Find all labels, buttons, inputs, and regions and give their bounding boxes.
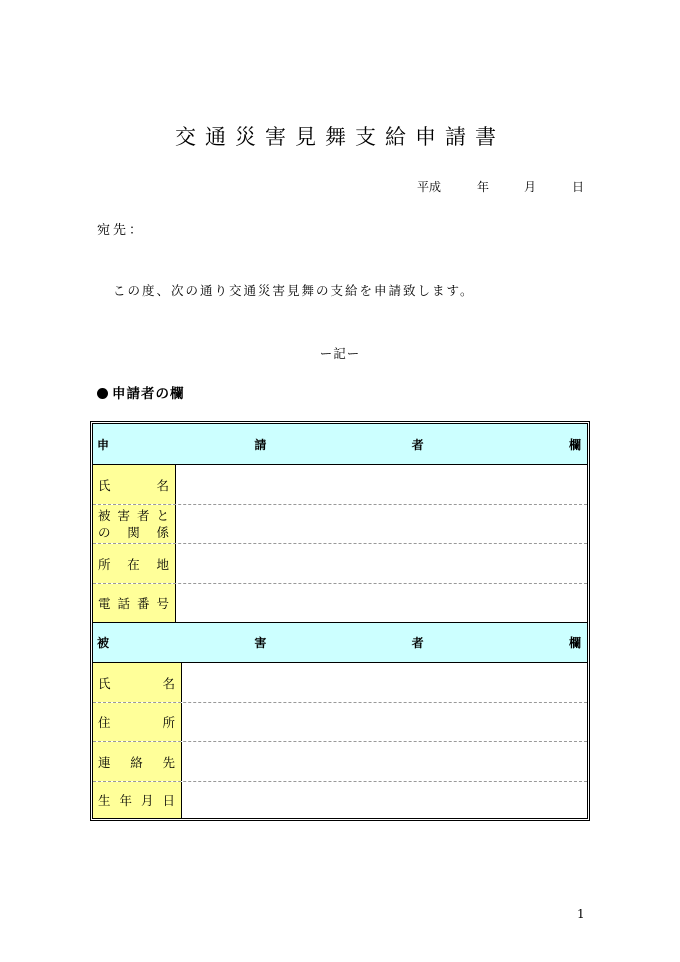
header-char: 請 xyxy=(254,437,267,452)
header-char: 被 xyxy=(97,636,110,650)
applicant-section-header xyxy=(93,424,587,465)
victim-contact-field[interactable] xyxy=(182,742,587,781)
field-label-contact: 連 絡 先 xyxy=(93,742,182,781)
section-title-text: 申請者の欄 xyxy=(112,386,185,402)
header-char: 害 xyxy=(254,636,267,650)
header-char: 者 xyxy=(411,437,424,452)
application-form-table xyxy=(90,421,590,821)
field-label-birthdate: 生 年 月 日 xyxy=(93,782,182,818)
location-field[interactable] xyxy=(176,544,587,583)
victim-address-row xyxy=(93,703,587,742)
applicant-name-field[interactable] xyxy=(176,465,587,504)
victim-birthdate-field[interactable] xyxy=(182,782,587,818)
victim-name-row xyxy=(93,663,587,703)
applicant-relation-row xyxy=(93,505,587,544)
header-char: 欄 xyxy=(568,437,581,452)
page-number: 1 xyxy=(577,907,585,921)
bullet-icon xyxy=(97,388,108,399)
label-line: の 関 係 xyxy=(98,525,169,540)
phone-field[interactable] xyxy=(176,584,587,622)
header-char: 欄 xyxy=(568,636,581,650)
field-label-phone: 電 話 番 号 xyxy=(93,584,176,622)
victim-birthdate-row xyxy=(93,782,587,818)
applicant-phone-row xyxy=(93,584,587,623)
header-char: 申 xyxy=(97,437,110,452)
date-year: 年 xyxy=(477,180,490,194)
page-title: 交通災害見舞支給申請書 xyxy=(175,125,505,149)
victim-contact-row xyxy=(93,742,587,782)
header-char: 者 xyxy=(411,636,424,650)
field-label-address: 住 所 xyxy=(93,703,182,741)
ki-label: ー記ー xyxy=(319,346,361,361)
field-label-name xyxy=(93,465,176,504)
label-char: 氏 xyxy=(98,477,111,493)
victim-address-field[interactable] xyxy=(182,703,587,741)
applicant-address-row xyxy=(93,544,587,584)
date-era: 平成 xyxy=(417,180,442,194)
section-title xyxy=(97,382,185,402)
date-day: 日 xyxy=(572,180,585,194)
applicant-name-row xyxy=(93,465,587,505)
field-label-location: 所 在 地 xyxy=(93,544,176,583)
victim-section-header xyxy=(93,623,587,663)
date-month: 月 xyxy=(524,180,537,194)
victim-name-field[interactable] xyxy=(182,663,587,702)
field-label-name: 氏 名 xyxy=(93,663,182,702)
addressee-label: 宛先： xyxy=(97,223,146,238)
body-text: この度、次の通り交通災害見舞の支給を申請致します。 xyxy=(113,283,475,298)
label-char: 名 xyxy=(156,477,169,493)
relation-field[interactable] xyxy=(176,505,587,543)
field-label-relation xyxy=(93,505,176,543)
label-line: 被 害 者 と xyxy=(98,508,169,523)
